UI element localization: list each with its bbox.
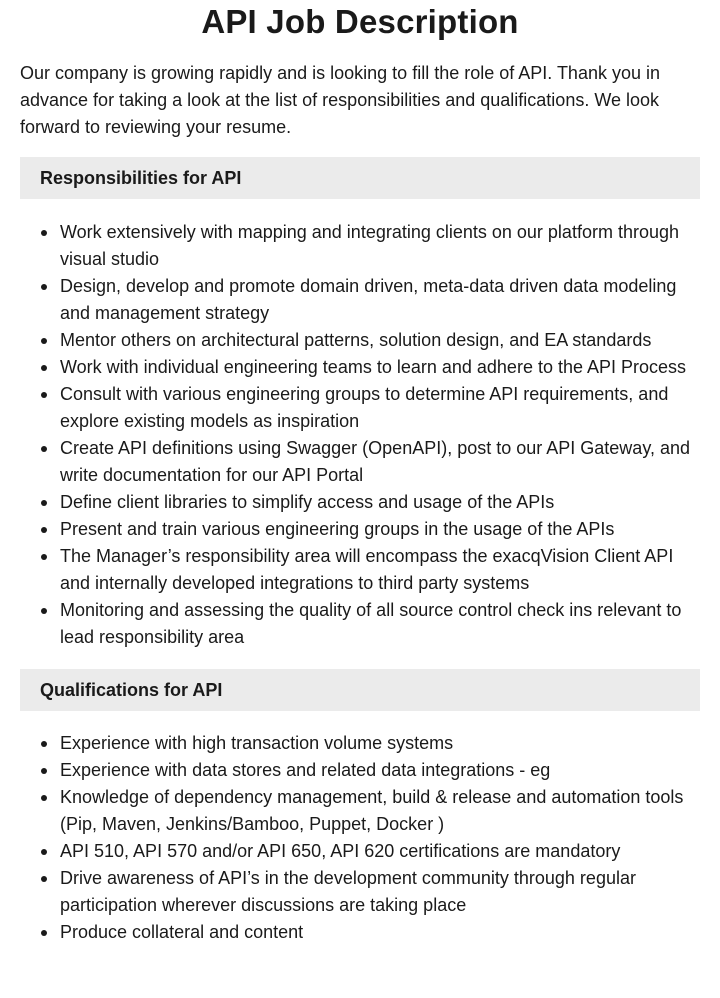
bullet-icon: [41, 768, 47, 774]
responsibility-item: [20, 435, 700, 489]
responsibility-text: Define client libraries to simplify access and usage of the APIs: [60, 492, 555, 512]
responsibility-text: Work with individual engineering teams to learn and adhere to the API Process: [60, 357, 687, 377]
qualification-item: [20, 919, 700, 946]
qualification-item: [20, 865, 700, 919]
qualifications-list: [20, 730, 700, 946]
qualifications-heading: Qualifications for API: [20, 669, 700, 711]
responsibility-text: The Manager’s responsibility area will encompass the exacqVision Client API and internally developed integrations to third party systems: [60, 546, 674, 593]
bullet-icon: [41, 741, 47, 747]
responsibility-item: [20, 219, 700, 273]
bullet-icon: [41, 795, 47, 801]
bullet-icon: [41, 392, 47, 398]
qualification-text: Drive awareness of API’s in the development community through regular participation wherever discussions are taking place: [60, 868, 636, 915]
bullet-icon: [41, 849, 47, 855]
bullet-icon: [41, 284, 47, 290]
bullet-icon: [41, 930, 47, 936]
responsibility-item: [20, 597, 700, 651]
responsibility-item: [20, 516, 700, 543]
qualification-item: [20, 730, 700, 757]
qualification-text: Knowledge of dependency management, build & release and automation tools (Pip, Maven, Jenkins/Bamboo, Puppet, Docker ): [60, 787, 684, 834]
bullet-icon: [41, 608, 47, 614]
bullet-icon: [41, 500, 47, 506]
qualification-text: API 510, API 570 and/or API 650, API 620 certifications are mandatory: [60, 841, 621, 861]
responsibilities-list: [20, 219, 700, 651]
responsibility-item: [20, 327, 700, 354]
qualification-text: Experience with high transaction volume systems: [60, 733, 454, 753]
responsibility-text: Design, develop and promote domain driven, meta-data driven data modeling and management strategy: [60, 276, 677, 323]
responsibility-item: [20, 381, 700, 435]
qualification-text: Experience with data stores and related data integrations - eg: [60, 760, 551, 780]
bullet-icon: [41, 230, 47, 236]
responsibility-text: Work extensively with mapping and integrating clients on our platform through visual studio: [60, 222, 679, 269]
bullet-icon: [41, 446, 47, 452]
responsibility-text: Monitoring and assessing the quality of all source control check ins relevant to lead responsibility area: [60, 600, 682, 647]
responsibility-text: Consult with various engineering groups to determine API requirements, and explore existing models as inspiration: [60, 384, 669, 431]
qualification-text: Produce collateral and content: [60, 922, 304, 942]
bullet-icon: [41, 876, 47, 882]
responsibility-text: Create API definitions using Swagger (OpenAPI), post to our API Gateway, and write documentation for our API Portal: [60, 438, 691, 485]
responsibility-text: Present and train various engineering groups in the usage of the APIs: [60, 519, 615, 539]
bullet-icon: [41, 527, 47, 533]
qualification-item: [20, 838, 700, 865]
responsibility-item: [20, 543, 700, 597]
bullet-icon: [41, 338, 47, 344]
qualification-item: [20, 784, 700, 838]
qualification-item: [20, 757, 700, 784]
page-title: API Job Description: [201, 3, 519, 40]
responsibility-item: [20, 489, 700, 516]
responsibility-item: [20, 354, 700, 381]
responsibility-item: [20, 273, 700, 327]
bullet-icon: [41, 365, 47, 371]
intro-paragraph: Our company is growing rapidly and is looking to fill the role of API. Thank you in advance for taking a look at the list of responsibilities and qualifications. We look forward to reviewing your resume.: [20, 63, 661, 137]
responsibilities-heading: Responsibilities for API: [20, 157, 700, 199]
bullet-icon: [41, 554, 47, 560]
responsibility-text: Mentor others on architectural patterns, solution design, and EA standards: [60, 330, 652, 350]
